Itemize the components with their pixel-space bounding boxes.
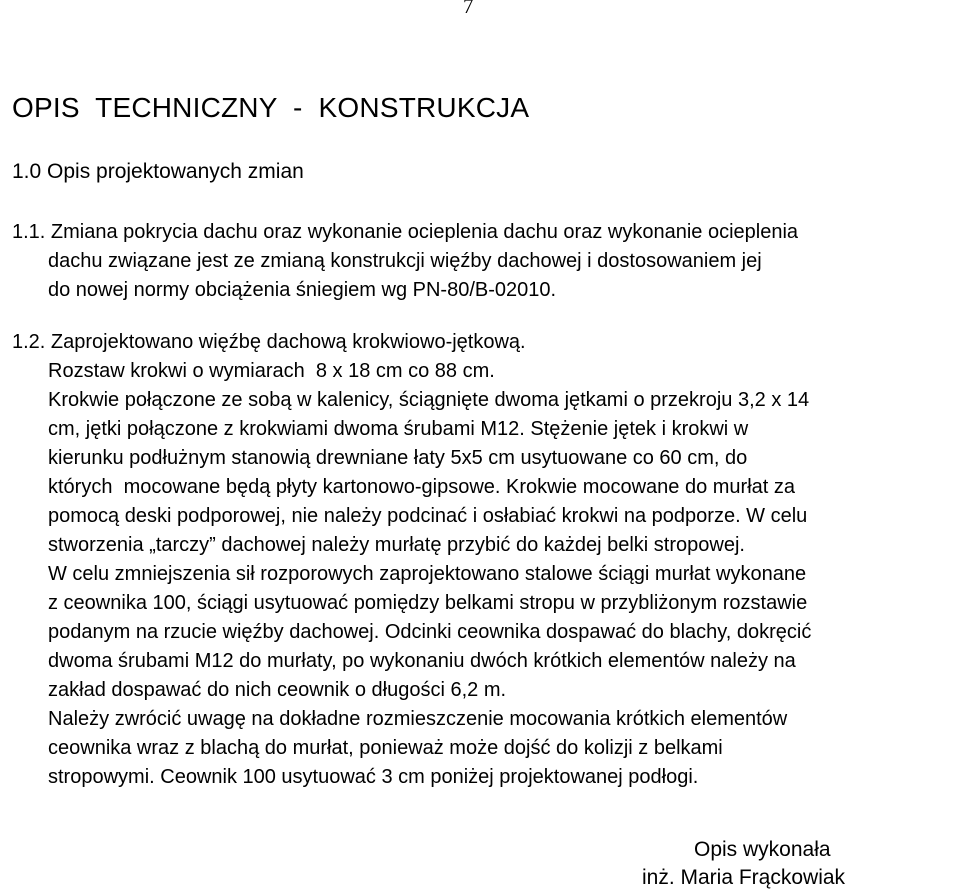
signature-name: inż. Maria Frąckowiak [642, 866, 846, 889]
paragraph-line: 1.1. Zmiana pokrycia dachu oraz wykonanie ocieplenia dachu oraz wykonanie ocieplenia [12, 221, 799, 243]
paragraph-line: ceownika wraz z blachą do murłat, ponieważ może dojść do kolizji z belkami [48, 737, 723, 759]
paragraph-line: zakład dospawać do nich ceownik o długości 6,2 m. [48, 679, 507, 701]
paragraph-line: kierunku podłużnym stanowią drewniane łaty 5x5 cm usytuowane co 60 cm, do [48, 447, 748, 469]
paragraph-line: pomocą deski podporowej, nie należy podcinać i osłabiać krokwi na podporze. W celu [48, 505, 808, 527]
paragraph-line: do nowej normy obciążenia śniegiem wg PN-80/B-02010. [48, 279, 557, 301]
paragraph-line: stworzenia „tarczy” dachowej należy murłatę przybić do każdej belki stropowej. [48, 534, 745, 556]
paragraph-line: Należy zwrócić uwagę na dokładne rozmieszczenie mocowania krótkich elementów [48, 708, 788, 730]
paragraph-line: W celu zmniejszenia sił rozporowych zaprojektowano stalowe ściągi murłat wykonane [48, 563, 807, 585]
paragraph-line: podanym na rzucie więźby dachowej. Odcinki ceownika dospawać do blachy, dokręcić [48, 621, 812, 643]
paragraph-line: Rozstaw krokwi o wymiarach 8 x 18 cm co 88 cm. [48, 360, 495, 382]
paragraph-line: cm, jętki połączone z krokwiami dwoma śrubami M12. Stężenie jętek i krokwi w [48, 418, 749, 440]
paragraph-1-1 [12, 218, 950, 305]
section-title: 1.0 Opis projektowanych zmian [12, 160, 304, 183]
paragraph-line: dwoma śrubami M12 do murłaty, po wykonaniu dwóch krótkich elementów należy na [48, 650, 796, 672]
signature-role: Opis wykonała [694, 838, 831, 861]
document-title: OPIS TECHNICZNY - KONSTRUKCJA [12, 92, 530, 123]
paragraph-line: których mocowane będą płyty kartonowo-gipsowe. Krokwie mocowane do murłat za [48, 476, 796, 498]
page-number: 7 [463, 0, 474, 18]
paragraph-line: Krokwie połączone ze sobą w kalenicy, ściągnięte dwoma jętkami o przekroju 3,2 x 14 [48, 389, 810, 411]
paragraph-line: dachu związane jest ze zmianą konstrukcji więźby dachowej i dostosowaniem jej [48, 250, 762, 272]
paragraph-line: 1.2. Zaprojektowano więźbę dachową krokwiowo-jętkową. [12, 331, 526, 353]
paragraph-line: stropowymi. Ceownik 100 usytuować 3 cm poniżej projektowanej podłogi. [48, 766, 699, 788]
paragraph-line: z ceownika 100, ściągi usytuować pomiędzy belkami stropu w przybliżonym rozstawie [48, 592, 808, 614]
paragraph-1-2 [12, 328, 950, 792]
